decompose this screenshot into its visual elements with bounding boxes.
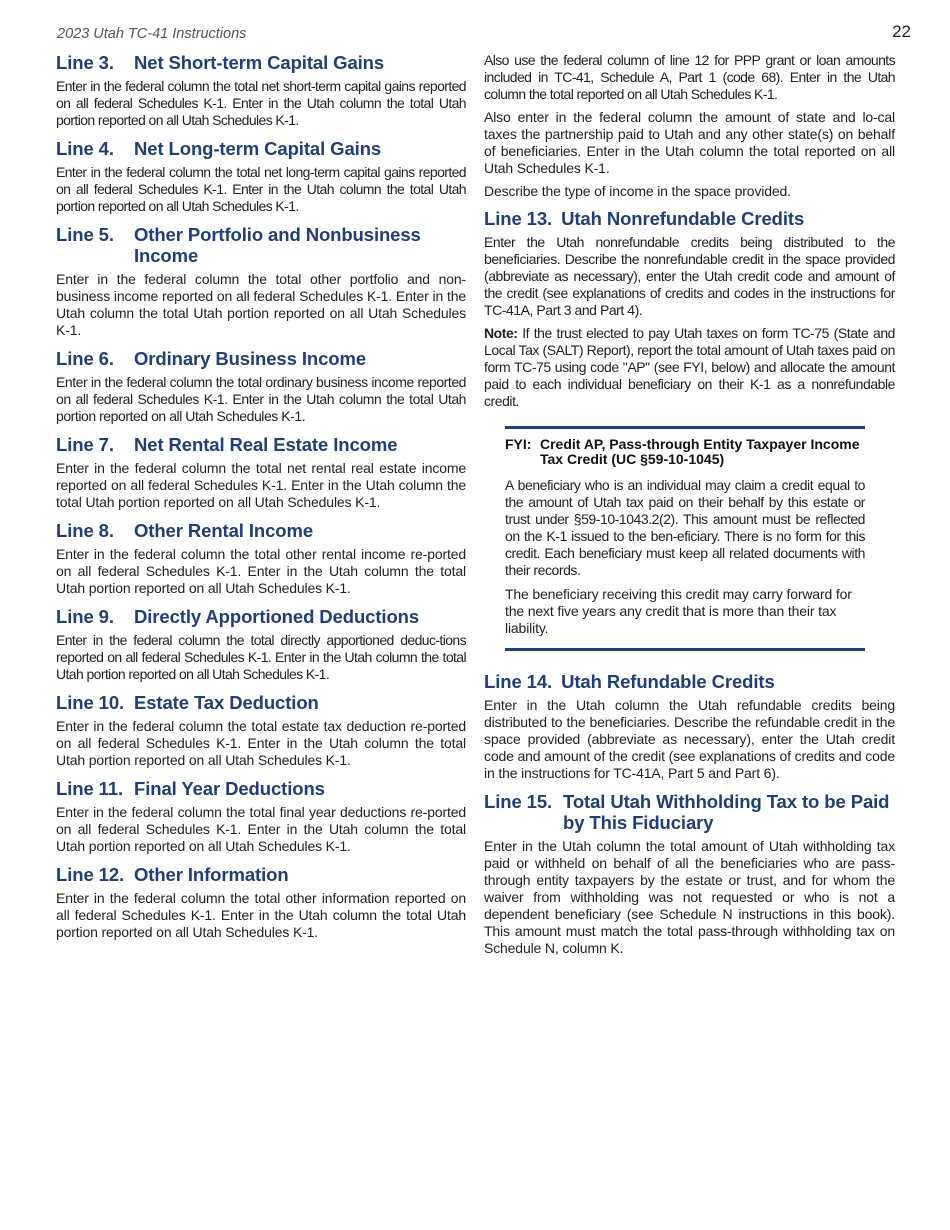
section-line-8: [56, 520, 466, 597]
line-12-continued-text: Describe the type of income in the space provided.: [484, 183, 791, 199]
section-heading: Line 14. Utah Refundable Credits: [484, 671, 775, 692]
section-text: Enter in the federal column the total ordinary business income reported on all federal Schedules K-1. Enter in the Utah column the total Utah portion reported on all Utah Schedules K-1.: [56, 374, 466, 424]
fyi-box: [505, 426, 865, 651]
section-heading: Line 9. Directly Apportioned Deductions: [56, 606, 420, 627]
section-note: [484, 325, 895, 410]
fyi-title: Credit AP, Pass-through Entity Taxpayer Income Tax Credit (UC §59-10-1045): [540, 436, 860, 467]
note-text: If the trust elected to pay Utah taxes on form TC-75 (State and Local Tax (SALT) Report), report the total amount of Utah taxes paid on form TC-75 using code "AP" (see FYI, below) and allocate the amount paid to each individual beneficiary on their K-1 as a nonrefundable credit.: [484, 325, 895, 409]
fyi-text: The beneficiary receiving this credit may carry forward for the next five years any credit that is more than their tax liability.: [505, 586, 852, 636]
section-text: Enter in the federal column the total estate tax deduction re-ported on all federal Schedules K-1. Enter in the Utah column the total Utah portion reported on all Utah Schedules K-1.: [56, 718, 466, 768]
section-line-4: [56, 138, 466, 215]
fyi-label: FYI:: [505, 436, 532, 452]
section-line-9: [56, 606, 466, 683]
section-line-6: [56, 348, 466, 425]
section-text: Enter in the federal column the total other portfolio and non-business income reported on all federal Schedules K-1. Enter in the Utah column the total Utah portion reported on all Utah Schedules K-1.: [56, 271, 466, 338]
section-heading: Line 6. Ordinary Business Income: [56, 348, 367, 369]
section-text: Enter in the federal column the total net short-term capital gains reported on all federal Schedules K-1. Enter in the Utah column the total Utah portion reported on all Utah Schedules K-1.: [56, 78, 466, 128]
section-heading: Line 11. Final Year Deductions: [56, 778, 325, 799]
note-label: Note:: [484, 325, 518, 341]
section-text: Enter in the federal column the total directly apportioned deduc-tions reported on all federal Schedules K-1. Enter in the Utah column the total Utah portion reported on all Utah Schedules K-1.: [56, 632, 466, 682]
section-heading: Line 3. Net Short-term Capital Gains: [56, 52, 385, 73]
section-text: Enter in the Utah column the total amount of Utah withholding tax paid or withheld on behalf of all the beneficiaries who are pass-through entity taxpayers by the estate or trust, and for whom the waiver from withholding was not requested or who is not a dependent beneficiary (see Schedule N instructions in this book). This amount must match the total pass-through withholding tax on Schedule N, column K.: [484, 838, 895, 956]
section-line-15: [484, 791, 895, 957]
section-heading: Line 13. Utah Nonrefundable Credits: [484, 208, 805, 229]
fyi-text: A beneficiary who is an individual may claim a credit equal to the amount of Utah tax paid on their behalf by this estate or trust under §59-10-1043.2(2). This amount must be reflected on the K-1 issued to the ben-eficiary. There is no form for this credit. Each beneficiary must keep all related documents with their records.: [505, 477, 865, 578]
section-heading: Line 15. Total Utah Withholding Tax to be Paid by This Fiduciary: [484, 791, 890, 833]
line-12-continued-text: Also enter in the federal column the amount of state and lo-cal taxes the partnership paid to Utah and any other state(s) on behalf of beneficiaries. Enter in the Utah column the total reported on all Utah Schedules K-1.: [484, 109, 895, 176]
spacer: [484, 651, 895, 671]
section-line-12: [56, 864, 466, 941]
section-text: Enter in the federal column the total net long-term capital gains reported on all federal Schedules K-1. Enter in the Utah column the total Utah portion reported on all Utah Schedules K-1.: [56, 164, 466, 214]
section-text: Enter in the federal column the total net rental real estate income reported on all federal Schedules K-1. Enter in the Utah column the total Utah portion reported on all Utah Schedules K-1.: [56, 460, 466, 510]
fyi-heading: [505, 437, 865, 467]
section-heading: Line 10. Estate Tax Deduction: [56, 692, 319, 713]
section-heading: Line 5. Other Portfolio and Nonbusiness Income: [56, 224, 421, 266]
section-text: Enter in the federal column the total final year deductions re-ported on all federal Schedules K-1. Enter in the Utah column the total Utah portion reported on all Utah Schedules K-1.: [56, 804, 466, 854]
section-line-10: [56, 692, 466, 769]
section-text: Enter in the federal column the total other rental income re-ported on all federal Schedules K-1. Enter in the Utah column the total Utah portion reported on all Utah Schedules K-1.: [56, 546, 466, 596]
section-line-7: [56, 434, 466, 511]
section-text: Enter in the Utah column the Utah refundable credits being distributed to the beneficiaries. Describe the refundable credit in the space provided (abbreviate as necessary), enter the Utah credit code and amount of the credit (see explanations of credits and code in the instructions for TC-41A, Part 5 and Part 6).: [484, 697, 895, 781]
section-heading: Line 8. Other Rental Income: [56, 520, 314, 541]
section-line-14: [484, 671, 895, 782]
running-title: 2023 Utah TC-41 Instructions: [57, 26, 247, 42]
right-column: [484, 52, 895, 966]
section-heading: Line 4. Net Long-term Capital Gains: [56, 138, 382, 159]
page-number: 22: [892, 22, 911, 41]
section-line-5: [56, 224, 466, 339]
section-line-11: [56, 778, 466, 855]
line-12-continued-text: Also use the federal column of line 12 for PPP grant or loan amounts included in TC-41, Schedule A, Part 1 (code 68). Enter in the Utah column the total reported on all Utah Schedules K-1.: [484, 52, 895, 102]
section-text: Enter the Utah nonrefundable credits being distributed to the beneficiaries. Describe the nonrefundable credit in the space provided (abbreviate as necessary), enter the Utah credit code and amount of the credit (see explanations of credits and codes in the instructions for TC-41A, Part 3 and Part 4).: [484, 234, 895, 318]
section-heading: Line 7. Net Rental Real Estate Income: [56, 434, 398, 455]
section-heading: Line 12. Other Information: [56, 864, 289, 885]
section-line-3: [56, 52, 466, 129]
section-text: Enter in the federal column the total other information reported on all federal Schedules K-1. Enter in the Utah column the total Utah portion reported on all Utah Schedules K-1.: [56, 890, 466, 940]
left-column: [56, 52, 466, 950]
section-line-13: [484, 208, 895, 410]
